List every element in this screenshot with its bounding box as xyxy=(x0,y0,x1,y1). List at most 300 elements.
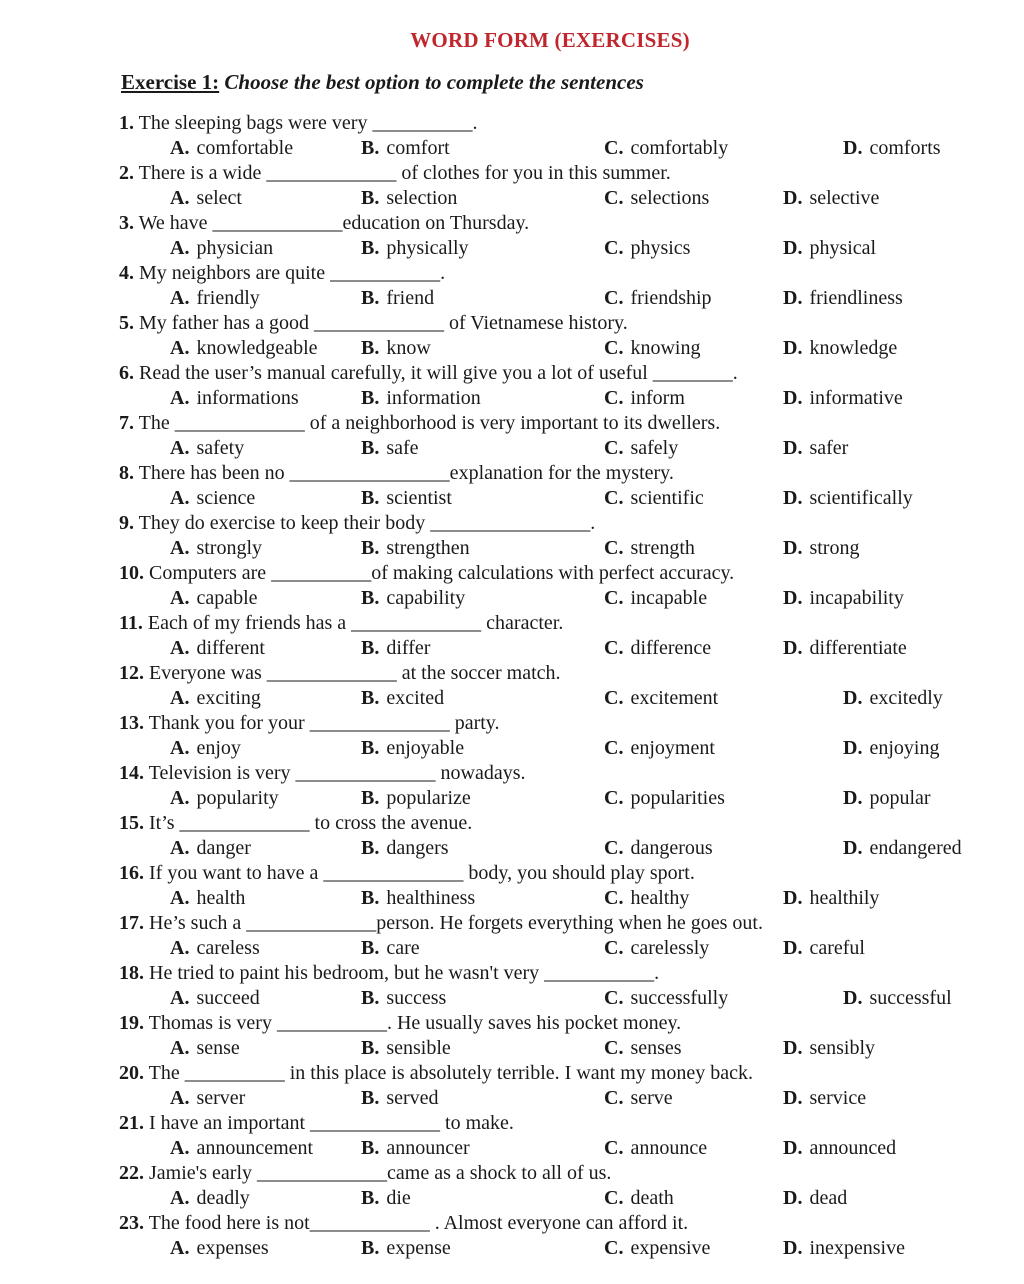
question-number: 19. xyxy=(119,1012,144,1034)
option-d xyxy=(783,1186,847,1211)
option-letter: D. xyxy=(783,1237,803,1259)
answer-options xyxy=(0,1036,1024,1061)
option-letter: D. xyxy=(783,637,803,659)
option-text: scientific xyxy=(630,487,704,509)
option-letter: B. xyxy=(361,337,380,359)
question-text: Thank you for your ______________ party. xyxy=(148,712,500,734)
answer-options xyxy=(0,1136,1024,1161)
option-letter: D. xyxy=(843,987,863,1009)
option-letter: B. xyxy=(361,187,380,209)
option-letter: A. xyxy=(170,887,190,909)
option-text: successfully xyxy=(630,987,729,1009)
question-number: 1. xyxy=(119,112,134,134)
option-letter: D. xyxy=(783,1187,803,1209)
answer-options xyxy=(0,436,1024,461)
question-number: 21. xyxy=(119,1112,144,1134)
option-b xyxy=(361,236,469,261)
option-text: healthily xyxy=(809,887,880,909)
question-text: Television is very ______________ nowadays. xyxy=(148,762,526,784)
option-text: selective xyxy=(809,187,880,209)
option-a xyxy=(170,636,265,661)
option-letter: A. xyxy=(170,537,190,559)
option-b xyxy=(361,1186,411,1211)
option-a xyxy=(170,736,241,761)
option-a xyxy=(170,786,279,811)
option-text: expense xyxy=(386,1237,451,1259)
option-a xyxy=(170,536,262,561)
option-c xyxy=(604,436,678,461)
option-letter: C. xyxy=(604,537,624,559)
question-stem xyxy=(119,1061,753,1086)
answer-options xyxy=(0,686,1024,711)
option-text: incapability xyxy=(809,587,904,609)
question-item xyxy=(0,1211,1024,1261)
option-letter: B. xyxy=(361,1187,380,1209)
option-c xyxy=(604,836,713,861)
option-a xyxy=(170,486,255,511)
question-number: 2. xyxy=(119,162,134,184)
option-a xyxy=(170,436,244,461)
option-b xyxy=(361,886,475,911)
option-a xyxy=(170,586,258,611)
option-text: dead xyxy=(809,1187,848,1209)
option-letter: D. xyxy=(783,237,803,259)
option-letter: D. xyxy=(783,537,803,559)
question-item xyxy=(0,111,1024,161)
question-item xyxy=(0,261,1024,311)
question-text: They do exercise to keep their body ________________. xyxy=(138,512,596,534)
option-letter: D. xyxy=(783,437,803,459)
answer-options xyxy=(0,736,1024,761)
option-letter: A. xyxy=(170,687,190,709)
option-text: enjoyment xyxy=(630,737,715,759)
question-stem xyxy=(119,711,500,736)
option-c xyxy=(604,186,709,211)
option-letter: D. xyxy=(783,387,803,409)
question-stem xyxy=(119,611,563,636)
question-number: 10. xyxy=(119,562,144,584)
option-text: announce xyxy=(630,1137,708,1159)
option-text: announcement xyxy=(196,1137,314,1159)
exercise-heading xyxy=(121,70,644,95)
option-c xyxy=(604,1186,674,1211)
option-b xyxy=(361,936,420,961)
option-text: differ xyxy=(386,637,431,659)
option-d xyxy=(843,786,931,811)
question-stem xyxy=(119,561,734,586)
option-letter: D. xyxy=(783,587,803,609)
option-letter: A. xyxy=(170,937,190,959)
option-letter: C. xyxy=(604,1237,624,1259)
option-text: deadly xyxy=(196,1187,250,1209)
option-letter: B. xyxy=(361,587,380,609)
question-text: Computers are __________of making calculations with perfect accuracy. xyxy=(149,562,735,584)
answer-options xyxy=(0,986,1024,1011)
answer-options xyxy=(0,236,1024,261)
option-letter: B. xyxy=(361,1137,380,1159)
question-stem xyxy=(119,1211,688,1236)
question-stem xyxy=(119,111,477,136)
option-b xyxy=(361,986,446,1011)
option-d xyxy=(783,886,879,911)
option-b xyxy=(361,186,457,211)
option-text: friendship xyxy=(630,287,712,309)
question-text: The _____________ of a neighborhood is very important to its dwellers. xyxy=(138,412,721,434)
exercise-instruction: Choose the best option to complete the sentences xyxy=(219,70,644,94)
option-letter: C. xyxy=(604,637,624,659)
question-stem xyxy=(119,961,659,986)
option-letter: C. xyxy=(604,487,624,509)
option-a xyxy=(170,836,251,861)
option-letter: D. xyxy=(843,787,863,809)
option-text: know xyxy=(386,337,431,359)
option-d xyxy=(783,236,876,261)
question-item xyxy=(0,1161,1024,1211)
option-b xyxy=(361,436,419,461)
option-c xyxy=(604,286,712,311)
option-letter: D. xyxy=(843,737,863,759)
question-stem xyxy=(119,1161,611,1186)
option-b xyxy=(361,836,449,861)
question-text: The __________ in this place is absolutely terrible. I want my money back. xyxy=(148,1062,753,1084)
question-item xyxy=(0,411,1024,461)
option-text: death xyxy=(630,1187,674,1209)
option-text: friendly xyxy=(196,287,260,309)
option-a xyxy=(170,1236,269,1261)
option-text: success xyxy=(386,987,447,1009)
question-item xyxy=(0,211,1024,261)
option-a xyxy=(170,886,245,911)
option-a xyxy=(170,686,261,711)
option-letter: C. xyxy=(604,287,624,309)
option-letter: D. xyxy=(843,837,863,859)
question-stem xyxy=(119,761,526,786)
question-stem xyxy=(119,411,720,436)
question-item xyxy=(0,1011,1024,1061)
option-letter: C. xyxy=(604,1187,624,1209)
option-d xyxy=(783,586,904,611)
option-d xyxy=(783,1036,875,1061)
option-a xyxy=(170,386,299,411)
option-text: comfort xyxy=(386,137,450,159)
option-text: expenses xyxy=(196,1237,269,1259)
option-letter: A. xyxy=(170,1087,190,1109)
option-text: danger xyxy=(196,837,251,859)
option-text: service xyxy=(809,1087,867,1109)
answer-options xyxy=(0,386,1024,411)
worksheet-title: WORD FORM (EXERCISES) xyxy=(410,28,690,52)
option-text: strength xyxy=(630,537,695,559)
option-letter: B. xyxy=(361,787,380,809)
question-text: The sleeping bags were very __________. xyxy=(138,112,478,134)
option-b xyxy=(361,136,450,161)
option-text: physics xyxy=(630,237,691,259)
option-text: served xyxy=(386,1087,439,1109)
option-text: succeed xyxy=(196,987,260,1009)
option-text: serve xyxy=(630,1087,673,1109)
question-text: He tried to paint his bedroom, but he wasn't very ___________. xyxy=(149,962,660,984)
option-text: comforts xyxy=(869,137,941,159)
option-a xyxy=(170,986,260,1011)
option-letter: A. xyxy=(170,337,190,359)
option-text: strong xyxy=(809,537,860,559)
option-a xyxy=(170,236,273,261)
question-number: 23. xyxy=(119,1212,144,1234)
option-text: knowledgeable xyxy=(196,337,318,359)
question-stem xyxy=(119,511,595,536)
option-d xyxy=(783,486,913,511)
option-text: strongly xyxy=(196,537,263,559)
option-letter: A. xyxy=(170,137,190,159)
option-a xyxy=(170,336,318,361)
option-letter: A. xyxy=(170,837,190,859)
option-letter: C. xyxy=(604,387,624,409)
option-letter: C. xyxy=(604,587,624,609)
option-letter: C. xyxy=(604,1037,624,1059)
question-number: 6. xyxy=(119,362,134,384)
option-text: scientist xyxy=(386,487,452,509)
question-stem xyxy=(119,361,738,386)
option-text: careless xyxy=(196,937,260,959)
option-b xyxy=(361,686,444,711)
option-text: comfortably xyxy=(630,137,729,159)
option-text: capability xyxy=(386,587,466,609)
option-letter: C. xyxy=(604,687,624,709)
question-text: The food here is not____________ . Almost everyone can afford it. xyxy=(148,1212,689,1234)
question-number: 14. xyxy=(119,762,144,784)
option-d xyxy=(783,386,903,411)
option-d xyxy=(783,336,897,361)
question-text: I have an important _____________ to make. xyxy=(149,1112,514,1134)
question-stem xyxy=(119,661,561,686)
option-letter: D. xyxy=(783,187,803,209)
question-item xyxy=(0,611,1024,661)
answer-options xyxy=(0,336,1024,361)
option-letter: A. xyxy=(170,237,190,259)
option-letter: B. xyxy=(361,1087,380,1109)
question-number: 13. xyxy=(119,712,144,734)
option-c xyxy=(604,1086,673,1111)
option-letter: D. xyxy=(783,487,803,509)
option-text: safely xyxy=(630,437,679,459)
question-item xyxy=(0,561,1024,611)
question-item xyxy=(0,311,1024,361)
option-a xyxy=(170,1086,245,1111)
question-stem xyxy=(119,311,628,336)
option-c xyxy=(604,386,685,411)
question-item xyxy=(0,1061,1024,1111)
option-text: popularities xyxy=(630,787,725,809)
option-text: inform xyxy=(630,387,685,409)
option-letter: D. xyxy=(783,887,803,909)
question-number: 4. xyxy=(119,262,134,284)
option-text: senses xyxy=(630,1037,682,1059)
question-item xyxy=(0,861,1024,911)
option-b xyxy=(361,336,431,361)
question-item xyxy=(0,911,1024,961)
option-letter: B. xyxy=(361,637,380,659)
option-letter: C. xyxy=(604,1087,624,1109)
option-text: comfortable xyxy=(196,137,294,159)
option-text: care xyxy=(386,937,420,959)
option-text: announced xyxy=(809,1137,897,1159)
option-d xyxy=(783,936,865,961)
option-text: knowledge xyxy=(809,337,898,359)
question-text: My father has a good _____________ of Vietnamese history. xyxy=(139,312,628,334)
option-letter: B. xyxy=(361,737,380,759)
option-b xyxy=(361,1136,470,1161)
option-a xyxy=(170,1136,313,1161)
option-c xyxy=(604,336,700,361)
option-text: scientifically xyxy=(809,487,913,509)
answer-options xyxy=(0,1186,1024,1211)
option-letter: A. xyxy=(170,1187,190,1209)
option-letter: D. xyxy=(843,137,863,159)
answer-options xyxy=(0,636,1024,661)
question-number: 20. xyxy=(119,1062,144,1084)
option-letter: C. xyxy=(604,237,624,259)
option-letter: B. xyxy=(361,537,380,559)
option-c xyxy=(604,686,718,711)
question-number: 9. xyxy=(119,512,134,534)
question-text: Each of my friends has a _____________ character. xyxy=(147,612,564,634)
option-text: endangered xyxy=(869,837,962,859)
option-text: healthy xyxy=(630,887,690,909)
question-text: Thomas is very ___________. He usually saves his pocket money. xyxy=(148,1012,682,1034)
option-letter: A. xyxy=(170,1237,190,1259)
option-text: information xyxy=(386,387,481,409)
question-text: There has been no ________________explanation for the mystery. xyxy=(138,462,674,484)
option-text: die xyxy=(386,1187,411,1209)
option-letter: B. xyxy=(361,987,380,1009)
exercise-label: Exercise 1: xyxy=(121,70,220,94)
option-letter: A. xyxy=(170,1037,190,1059)
question-number: 3. xyxy=(119,212,134,234)
option-text: dangerous xyxy=(630,837,713,859)
answer-options xyxy=(0,486,1024,511)
option-c xyxy=(604,136,728,161)
option-text: safer xyxy=(809,437,849,459)
option-letter: C. xyxy=(604,887,624,909)
option-c xyxy=(604,986,728,1011)
option-letter: C. xyxy=(604,1137,624,1159)
question-number: 7. xyxy=(119,412,134,434)
option-d xyxy=(783,186,879,211)
question-item xyxy=(0,961,1024,1011)
option-letter: C. xyxy=(604,337,624,359)
option-d xyxy=(783,1136,896,1161)
option-d xyxy=(843,686,943,711)
option-text: server xyxy=(196,1087,246,1109)
option-text: carelessly xyxy=(630,937,710,959)
option-text: selection xyxy=(386,187,458,209)
option-text: informative xyxy=(809,387,903,409)
option-a xyxy=(170,136,293,161)
option-letter: B. xyxy=(361,837,380,859)
option-text: enjoy xyxy=(196,737,241,759)
answer-options xyxy=(0,536,1024,561)
option-c xyxy=(604,786,725,811)
question-item xyxy=(0,1111,1024,1161)
option-c xyxy=(604,1036,682,1061)
option-letter: D. xyxy=(783,1037,803,1059)
option-letter: A. xyxy=(170,487,190,509)
option-c xyxy=(604,736,715,761)
option-text: popularize xyxy=(386,787,471,809)
option-letter: A. xyxy=(170,637,190,659)
option-d xyxy=(843,836,962,861)
answer-options xyxy=(0,1086,1024,1111)
question-text: It’s _____________ to cross the avenue. xyxy=(149,812,473,834)
option-text: safe xyxy=(386,437,419,459)
option-a xyxy=(170,936,260,961)
option-c xyxy=(604,486,704,511)
option-b xyxy=(361,786,471,811)
option-c xyxy=(604,586,707,611)
question-item xyxy=(0,761,1024,811)
answer-options xyxy=(0,586,1024,611)
option-b xyxy=(361,386,481,411)
option-b xyxy=(361,536,470,561)
option-text: difference xyxy=(630,637,712,659)
question-item xyxy=(0,161,1024,211)
option-letter: B. xyxy=(361,437,380,459)
option-d xyxy=(783,536,859,561)
option-letter: D. xyxy=(783,937,803,959)
option-text: knowing xyxy=(630,337,701,359)
answer-options xyxy=(0,286,1024,311)
option-text: excitedly xyxy=(869,687,943,709)
option-text: enjoying xyxy=(869,737,940,759)
question-stem xyxy=(119,811,472,836)
option-letter: A. xyxy=(170,437,190,459)
option-text: popular xyxy=(869,787,931,809)
option-letter: B. xyxy=(361,287,380,309)
option-letter: C. xyxy=(604,187,624,209)
question-stem xyxy=(119,1111,514,1136)
option-text: science xyxy=(196,487,256,509)
option-letter: C. xyxy=(604,937,624,959)
question-number: 12. xyxy=(119,662,144,684)
option-letter: D. xyxy=(843,687,863,709)
option-letter: D. xyxy=(783,1137,803,1159)
option-a xyxy=(170,1186,250,1211)
option-letter: B. xyxy=(361,487,380,509)
question-text: Everyone was _____________ at the soccer match. xyxy=(149,662,561,684)
question-stem xyxy=(119,461,674,486)
option-letter: C. xyxy=(604,737,624,759)
option-c xyxy=(604,536,695,561)
option-text: successful xyxy=(869,987,952,1009)
option-letter: B. xyxy=(361,237,380,259)
option-letter: C. xyxy=(604,787,624,809)
option-b xyxy=(361,636,430,661)
option-text: sensibly xyxy=(809,1037,876,1059)
option-letter: C. xyxy=(604,837,624,859)
option-text: sensible xyxy=(386,1037,451,1059)
option-text: sense xyxy=(196,1037,240,1059)
option-letter: B. xyxy=(361,137,380,159)
question-stem xyxy=(119,211,529,236)
option-c xyxy=(604,1236,710,1261)
question-stem xyxy=(119,911,763,936)
question-number: 18. xyxy=(119,962,144,984)
option-text: selections xyxy=(630,187,710,209)
question-number: 17. xyxy=(119,912,144,934)
option-c xyxy=(604,236,690,261)
option-text: expensive xyxy=(630,1237,711,1259)
option-a xyxy=(170,1036,240,1061)
